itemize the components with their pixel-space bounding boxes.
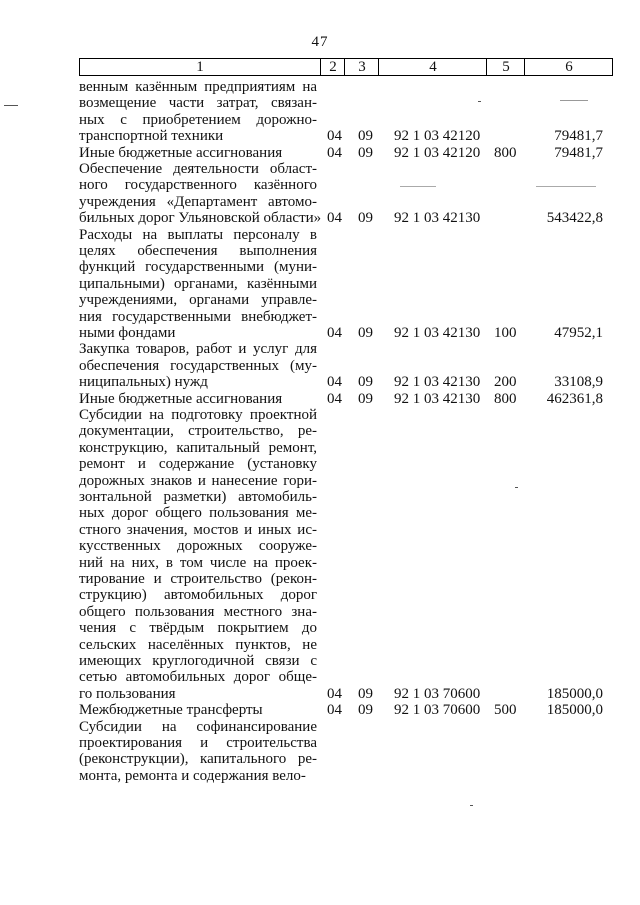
description-line: Субсидии на подготовку проектной bbox=[79, 406, 317, 423]
target-article-code: 92 1 03 42120 bbox=[394, 128, 481, 145]
row-description bbox=[79, 407, 317, 702]
expense-type-code: 200 bbox=[494, 374, 517, 391]
scan-speck bbox=[400, 186, 436, 187]
description-line: ципальными) органами, казёнными bbox=[79, 275, 317, 292]
table-row bbox=[0, 407, 640, 702]
target-article-code: 92 1 03 42130 bbox=[394, 390, 481, 407]
table-row bbox=[0, 79, 640, 145]
description-line: Межбюджетные трансферты bbox=[79, 702, 263, 719]
amount: 33108,9 bbox=[554, 374, 603, 391]
description-line: сельских населённых пунктов, не bbox=[79, 636, 317, 653]
description-line: Закупка товаров, работ и услуг для bbox=[79, 341, 317, 358]
scan-speck bbox=[536, 186, 596, 187]
row-description bbox=[79, 227, 317, 342]
subsection-code: 09 bbox=[358, 374, 373, 391]
description-line: (реконструкции), капитального ре- bbox=[79, 751, 317, 768]
section-code: 04 bbox=[327, 685, 342, 702]
description-line: ремонт и содержание (установку bbox=[79, 456, 317, 473]
description-line: общего пользования местного зна- bbox=[79, 603, 317, 620]
table-row bbox=[0, 702, 640, 718]
subsection-code: 09 bbox=[358, 210, 373, 227]
row-description bbox=[79, 160, 322, 227]
table-row bbox=[0, 145, 640, 161]
description-line: ний на них, в том числе на проек- bbox=[79, 554, 317, 571]
table-row bbox=[0, 719, 640, 785]
description-line: целях обеспечения выполнения bbox=[79, 242, 317, 259]
subsection-code: 09 bbox=[358, 685, 373, 702]
target-article-code: 92 1 03 70600 bbox=[394, 685, 481, 702]
table-row bbox=[0, 161, 640, 227]
description-line: дорожных знаков и нанесение гори- bbox=[79, 472, 317, 489]
section-code: 04 bbox=[327, 374, 342, 391]
table-body bbox=[0, 79, 640, 784]
description-line: транспортной техники bbox=[79, 128, 224, 145]
target-article-code: 92 1 03 42130 bbox=[394, 210, 481, 227]
description-line: струкцию) автомобильных дорог bbox=[79, 587, 317, 604]
description-line: учреждениями, органами управле- bbox=[79, 292, 317, 309]
description-line: чения с твёрдым покрытием до bbox=[79, 620, 317, 637]
description-line: Иные бюджетные ассигнования bbox=[79, 390, 283, 407]
target-article-code: 92 1 03 42130 bbox=[394, 374, 481, 391]
description-line: го пользования bbox=[79, 685, 176, 702]
description-line: венным казённым предприятиям на bbox=[79, 79, 317, 95]
description-line: Иные бюджетные ассигнования bbox=[79, 144, 283, 161]
column-header-3: 3 bbox=[344, 59, 379, 75]
description-line: сетью автомобильных дорог обще- bbox=[79, 669, 317, 686]
subsection-code: 09 bbox=[358, 128, 373, 145]
section-code: 04 bbox=[327, 128, 342, 145]
description-line: бильных дорог Ульяновской области» bbox=[79, 210, 322, 227]
column-header-2: 2 bbox=[320, 59, 345, 75]
scan-speck bbox=[4, 105, 18, 106]
description-line: ниципальных) нужд bbox=[79, 374, 208, 391]
amount: 79481,7 bbox=[554, 144, 603, 161]
table-row bbox=[0, 341, 640, 390]
page-number: 47 bbox=[311, 34, 329, 50]
amount: 462361,8 bbox=[546, 390, 603, 407]
description-line: обеспечения государственных (му- bbox=[79, 357, 317, 374]
description-line: ных дорог общего пользования ме- bbox=[79, 505, 317, 522]
amount: 185000,0 bbox=[546, 702, 603, 719]
target-article-code: 92 1 03 70600 bbox=[394, 702, 481, 719]
description-line: монта, ремонта и содержания вело- bbox=[79, 767, 306, 784]
table-row bbox=[0, 227, 640, 342]
subsection-code: 09 bbox=[358, 390, 373, 407]
description-line: Расходы на выплаты персоналу в bbox=[79, 226, 317, 243]
description-line: имеющих круглогодичной связи с bbox=[79, 653, 317, 670]
expense-type-code: 800 bbox=[494, 390, 517, 407]
target-article-code: 92 1 03 42130 bbox=[394, 324, 481, 341]
table-header bbox=[79, 58, 613, 76]
section-code: 04 bbox=[327, 390, 342, 407]
description-line: проектирования и строительства bbox=[79, 734, 317, 751]
table-row bbox=[0, 391, 640, 407]
amount: 79481,7 bbox=[554, 128, 603, 145]
subsection-code: 09 bbox=[358, 324, 373, 341]
section-code: 04 bbox=[327, 210, 342, 227]
row-description bbox=[79, 702, 317, 718]
description-line: ных с приобретением дорожно- bbox=[79, 111, 317, 128]
row-description bbox=[79, 391, 317, 407]
column-header-5: 5 bbox=[486, 59, 525, 75]
scan-speck bbox=[515, 487, 518, 488]
scan-speck bbox=[478, 101, 481, 102]
description-line: зонтальной разметки) автомобиль- bbox=[79, 488, 317, 505]
row-description bbox=[79, 341, 317, 390]
row-description bbox=[79, 145, 317, 161]
row-description bbox=[79, 719, 317, 785]
description-line: документации, строительство, ре- bbox=[79, 423, 317, 440]
description-line: функций государственными (муни- bbox=[79, 259, 317, 276]
amount: 185000,0 bbox=[546, 685, 603, 702]
subsection-code: 09 bbox=[358, 144, 373, 161]
scan-speck bbox=[470, 805, 473, 806]
description-line: конструкцию, капитальный ремонт, bbox=[79, 439, 317, 456]
expense-type-code: 100 bbox=[494, 324, 517, 341]
amount: 543422,8 bbox=[546, 210, 603, 227]
subsection-code: 09 bbox=[358, 702, 373, 719]
description-line: Субсидии на софинансирование bbox=[79, 718, 317, 735]
description-line: ного государственного казённого bbox=[79, 177, 317, 194]
row-description bbox=[79, 79, 317, 145]
section-code: 04 bbox=[327, 702, 342, 719]
expense-type-code: 500 bbox=[494, 702, 517, 719]
column-header-6: 6 bbox=[524, 59, 613, 75]
section-code: 04 bbox=[327, 324, 342, 341]
scan-speck bbox=[560, 100, 588, 101]
description-line: тирование и строительство (рекон- bbox=[79, 571, 317, 588]
amount: 47952,1 bbox=[554, 324, 603, 341]
description-line: Обеспечение деятельности област- bbox=[79, 160, 317, 177]
column-header-4: 4 bbox=[378, 59, 487, 75]
section-code: 04 bbox=[327, 144, 342, 161]
column-header-1: 1 bbox=[196, 59, 204, 75]
description-line: ными фондами bbox=[79, 325, 176, 342]
description-line: кусственных дорожных сооруже- bbox=[79, 538, 317, 555]
description-line: возмещение части затрат, связан- bbox=[79, 95, 317, 112]
target-article-code: 92 1 03 42120 bbox=[394, 144, 481, 161]
description-line: ния государственными внебюджет- bbox=[79, 308, 317, 325]
description-line: стного значения, мостов и иных ис- bbox=[79, 521, 317, 538]
expense-type-code: 800 bbox=[494, 144, 517, 161]
description-line: учреждения «Департамент автомо- bbox=[79, 193, 317, 210]
